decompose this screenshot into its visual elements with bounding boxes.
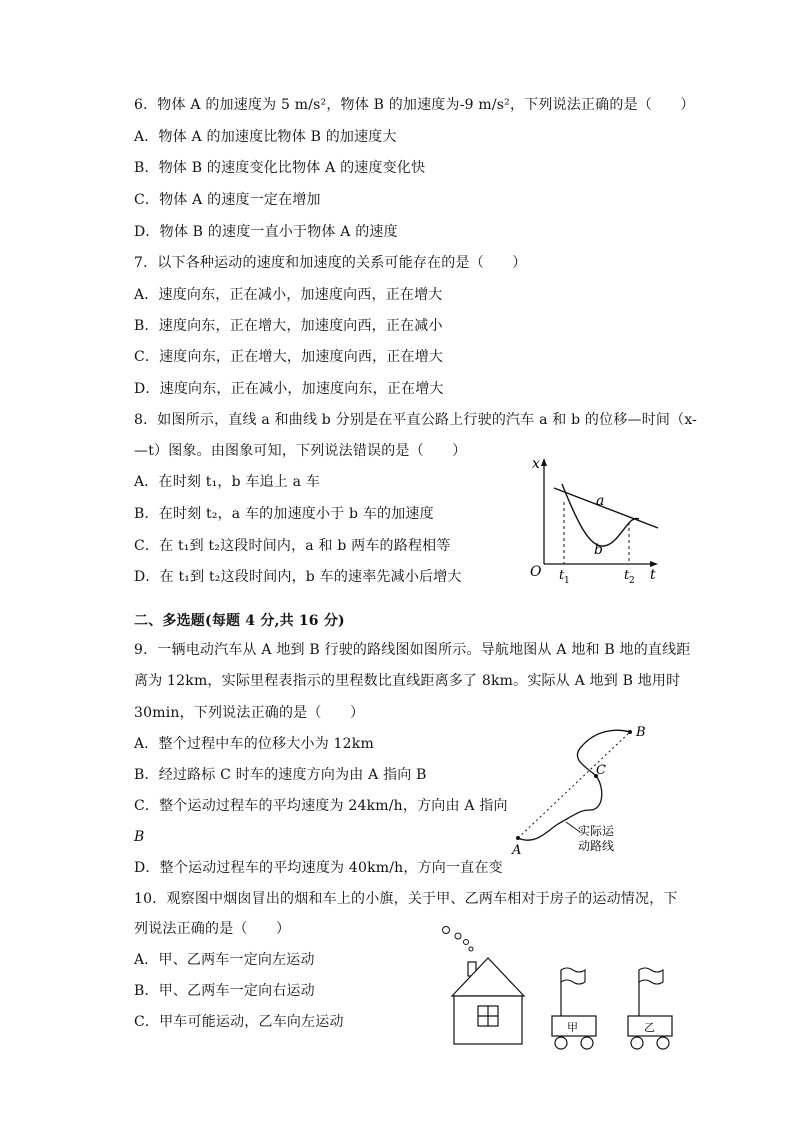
q7-option-d: D．速度向东，正在减小，加速度向东，正在增大 <box>134 381 444 397</box>
q8-t1-label: t <box>559 568 565 583</box>
q8-t2-label: t <box>624 568 630 583</box>
q8-option-d: D．在 t₁到 t₂这段时间内，b 车的速率先减小后增大 <box>134 569 462 585</box>
q7-option-c: C．速度向东，正在增大，加速度向西，正在增大 <box>134 349 444 365</box>
q6-option-a: A．物体 A 的加速度比物体 B 的加速度大 <box>134 129 397 145</box>
q9-stem-line3: 30min，下列说法正确的是（ ） <box>134 705 365 721</box>
q7-option-b: B．速度向东，正在增大，加速度向西，正在减小 <box>134 318 443 334</box>
q9-route-map <box>506 720 656 860</box>
q9-option-d: D．整个运动过程车的平均速度为 40km/h，方向一直在变 <box>134 860 503 876</box>
q8-axis-t-label: t <box>650 567 656 583</box>
q8-option-b: B．在时刻 t₂，a 车的加速度小于 b 车的加速度 <box>134 506 434 522</box>
house <box>452 958 524 1044</box>
cart-jia <box>552 968 596 1049</box>
q8-origin-label: O <box>530 564 542 580</box>
q7-stem: 7．以下各种运动的速度和加速度的关系可能存在的是（ ） <box>134 255 527 271</box>
q6-option-c: C．物体 A 的速度一定在增加 <box>134 192 321 208</box>
q6-stem: 6．物体 A 的加速度为 5 m/s²，物体 B 的加速度为-9 m/s²，下列说法正确的是（ ） <box>134 97 695 113</box>
q8-t2-subscript: 2 <box>629 576 635 586</box>
q9-option-c-line1: C．整个运动过程车的平均速度为 24km/h，方向由 A 指向 <box>134 798 508 814</box>
q10-stem-line2: 列说法正确的是（ ） <box>134 921 291 937</box>
q10-stem-line1: 10．观察图中烟囱冒出的烟和车上的小旗，关于甲、乙两车相对于房子的运动情况，下 <box>134 891 678 907</box>
q10-scene-figure <box>440 918 680 1058</box>
q9-option-c-line2: B <box>134 829 145 845</box>
q9-option-a: A．整个过程中车的位移大小为 12km <box>134 736 374 752</box>
q9-point-c-label: C <box>596 763 606 778</box>
q8-xt-graph <box>528 452 662 592</box>
q8-line-a-label: a <box>596 493 605 509</box>
q8-stem-line2: —t）图象。由图象可知，下列说法错误的是（ ） <box>134 443 467 459</box>
q10-option-a: A．甲、乙两车一定向左运动 <box>134 952 315 968</box>
q9-point-b-label: B <box>636 725 646 740</box>
q9-stem-line2: 离为 12km，实际里程表指示的里程数比直线距离多了 8km。实际从 A 地到 B 地用时 <box>134 673 681 689</box>
q8-t1-subscript: 1 <box>564 576 570 586</box>
q8-curve-b-label: b <box>594 542 603 558</box>
q9-route-label-line2: 动路线 <box>578 839 615 853</box>
cart-jia-label: 甲 <box>567 1021 578 1034</box>
q8-axis-x-label: x <box>532 456 540 472</box>
q10-option-b: B．甲、乙两车一定向右运动 <box>134 983 315 999</box>
q9-point-a-label: A <box>512 843 522 858</box>
q6-option-b: B．物体 B 的速度变化比物体 A 的速度变化快 <box>134 160 426 176</box>
q8-option-c: C．在 t₁到 t₂这段时间内，a 和 b 两车的路程相等 <box>134 538 451 554</box>
q10-option-c: C．甲车可能运动，乙车向左运动 <box>134 1014 344 1030</box>
q7-option-a: A．速度向东，正在减小，加速度向西，正在增大 <box>134 287 443 303</box>
q8-stem-line1: 8．如图所示，直线 a 和曲线 b 分别是在平直公路上行驶的汽车 a 和 b 的位移—时间（x- <box>134 412 698 428</box>
section-2-heading: 二、多选题(每题 4 分,共 16 分) <box>134 613 345 629</box>
cart-yi <box>628 968 672 1049</box>
q9-option-b: B．经过路标 C 时车的速度方向为由 A 指向 B <box>134 767 427 783</box>
chimney-smoke <box>443 927 474 952</box>
q9-stem-line1: 9．一辆电动汽车从 A 地到 B 行驶的路线图如图所示。导航地图从 A 地和 B 地的直线距 <box>134 642 691 658</box>
q9-route-label-line1: 实际运 <box>578 824 615 838</box>
cart-yi-label: 乙 <box>644 1021 655 1034</box>
q6-option-d: D．物体 B 的速度一直小于物体 A 的速度 <box>134 224 398 240</box>
q8-option-a: A．在时刻 t₁，b 车追上 a 车 <box>134 474 321 490</box>
